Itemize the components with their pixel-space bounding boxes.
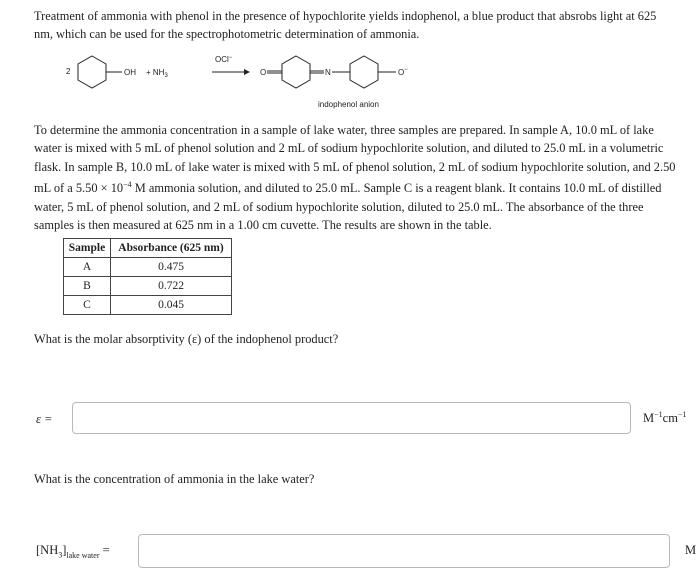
table-row [64, 296, 232, 315]
table-row [64, 277, 232, 296]
absorbance-table [63, 238, 232, 315]
sample-cell: A [64, 258, 111, 277]
hydroxyl-label: OH [124, 68, 136, 77]
phenol-ring [78, 56, 106, 88]
sample-cell: B [64, 277, 111, 296]
question-ammonia-concentration: What is the concentration of ammonia in the lake water? [34, 472, 315, 486]
reaction-scheme [60, 48, 480, 118]
phenoxide-ring [350, 56, 378, 88]
epsilon-label: ε = [36, 412, 53, 426]
ammonia-concentration-label: $[NH_3]_{lake water}$ = [36, 543, 110, 560]
sample-column-header: Sample [64, 239, 111, 258]
absorbance-cell: 0.045 [111, 296, 232, 315]
ammonia-label: + $NH_3$ [146, 68, 168, 79]
phenoxide-oxygen: O− [398, 67, 408, 77]
table-row [64, 258, 232, 277]
indophenol-anion-label: indophenol anion [318, 100, 379, 109]
hypochlorite-label: OCl− [215, 55, 233, 64]
epsilon-answer-input[interactable] [72, 402, 631, 434]
intro-paragraph: Treatment of ammonia with phenol in the presence of hypochlorite yields indophenol, a blue product that absrobs light at 625 nm, which can be used for the spectrophotometric determination of ammonia. [34, 9, 657, 42]
quinone-oxygen: O [260, 68, 267, 77]
table-header-row [64, 239, 232, 258]
epsilon-unit: $M^{-1}cm^{-1}$ [643, 410, 687, 426]
question-molar-absorptivity: What is the molar absorptivity (ε) of the indophenol product? [34, 332, 339, 346]
ammonia-unit: M [685, 543, 697, 557]
absorbance-column-header: Absorbance (625 nm) [111, 239, 232, 258]
absorbance-cell: 0.475 [111, 258, 232, 277]
quinone-ring [282, 56, 310, 88]
imine-nitrogen: N [325, 68, 331, 77]
absorbance-cell: 0.722 [111, 277, 232, 296]
procedure-paragraph: To determine the ammonia concentration in a sample of lake water, three samples are prepared. In sample A, 10.0 mL of lake water is mixed with 5 mL of phenol solution and 2 mL of sodium hypochlorite solution, and diluted to 25.0 mL in a volumetric flask. In sample B, 10.0 mL of lake water is mixed with 5 mL of phenol solution, 2 mL of sodium hypochlorite solution, and 2.50 mL of a $5.50 \times 10^{-4}$ M ammonia solution, and diluted to 25.0 mL. Sample C is a reagent blank. It contains 10.0 mL of distilled water, 5 mL of phenol solution, and 2 mL of sodium hypochlorite solution, diluted to 25.0 mL. The absorbance of the three samples is then measured at 625 nm in a 1.00 cm cuvette. The results are shown in the table. [34, 123, 676, 233]
phenol-coefficient: 2 [66, 67, 71, 76]
sample-cell: C [64, 296, 111, 315]
